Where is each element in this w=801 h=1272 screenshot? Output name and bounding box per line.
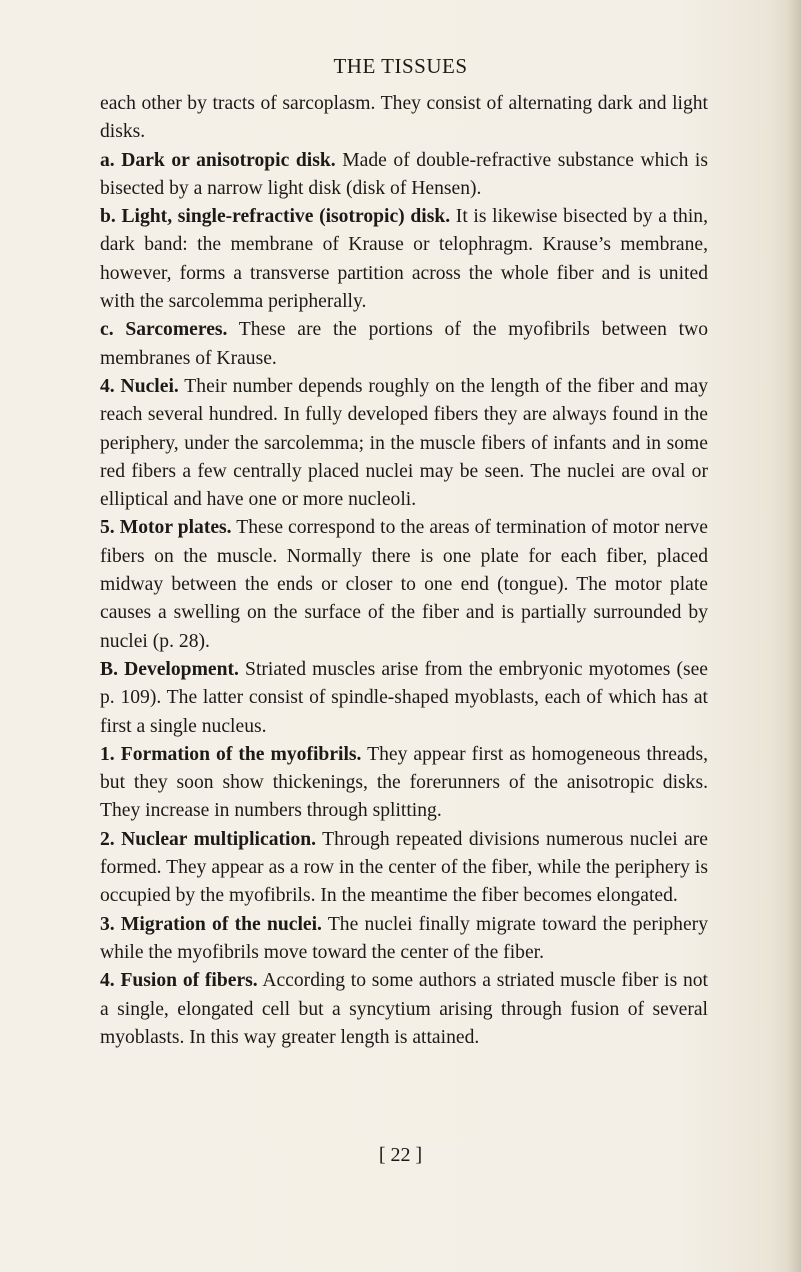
paragraph-text: The nuclei finally migrate toward the periphery while the myofibrils move toward the center of the fiber. — [100, 913, 709, 963]
paragraph-motor-plates — [100, 514, 708, 655]
paragraph-text: It is likewise bisected by a thin, dark band: the membrane of Krause or telophragm. Krause’s membrane, however, forms a transverse partition across the whole fiber and is united with the sarcolemma peripherally. — [100, 206, 708, 313]
paragraph-sarcomeres — [100, 316, 708, 373]
paragraph-nuclei — [100, 373, 708, 514]
page-number: [ 22 ] — [378, 1144, 423, 1166]
paragraph-continuation — [100, 90, 708, 147]
paragraph-development — [100, 656, 708, 741]
paragraph-text: Made of double-refractive substance which is bisected by a narrow light disk (disk of Hensen). — [100, 149, 708, 199]
paragraph-heading: B. Development. — [100, 658, 239, 680]
paragraph-myofibril-formation — [100, 741, 708, 826]
paragraph-text: These are the portions of the myofibrils between two membranes of Krause. — [100, 319, 708, 369]
paragraph-text: According to some authors a striated muscle fiber is not a single, elongated cell but a syncytium arising through fusion of several myoblasts. In this way greater length is attained. — [100, 970, 708, 1048]
paragraph-fiber-fusion — [100, 967, 708, 1052]
paragraph-heading: 2. Nuclear multiplication. — [100, 828, 317, 850]
running-header: THE TISSUES — [333, 54, 468, 78]
page-edge-shadow — [787, 0, 801, 1272]
paragraph-heading: 4. Fusion of fibers. — [100, 970, 258, 992]
paragraph-heading: 4. Nuclei. — [100, 375, 179, 397]
paragraph-heading: b. Light, single-refractive (isotropic) disk. — [100, 206, 451, 228]
paragraph-nuclear-multiplication — [100, 826, 708, 911]
paragraph-text: Striated muscles arise from the embryonic myotomes (see p. 109). The latter consist of spindle-shaped myoblasts, each of which has at first a single nucleus. — [100, 658, 708, 737]
body-text — [100, 90, 708, 1052]
paragraph-heading: 3. Migration of the nuclei. — [100, 913, 322, 935]
paragraph-text: They appear first as homogeneous threads, but they soon show thickenings, the forerunners of the anisotropic disks. They increase in numbers through splitting. — [100, 743, 708, 822]
paragraph-text: Their number depends roughly on the length of the fiber and may reach several hundred. In fully developed fibers they are always found in the periphery, under the sarcolemma; in the muscle fibers of infants and in some red fibers a few centrally placed nuclei may be seen. The nuclei are oval or elliptical and have one or more nucleoli. — [100, 375, 708, 511]
paragraph-text: each other by tracts of sarcoplasm. They consist of alternating dark and light disks. — [100, 93, 708, 143]
paragraph-light-disk — [100, 203, 708, 316]
paragraph-text: Through repeated divisions numerous nuclei are formed. They appear as a row in the center of the fiber, while the periphery is occupied by the myofibrils. In the meantime the fiber becomes elongated. — [100, 828, 708, 907]
paragraph-heading: 5. Motor plates. — [100, 517, 232, 539]
paragraph-heading: c. Sarcomeres. — [100, 319, 228, 341]
paragraph-text: These correspond to the areas of termination of motor nerve fibers on the muscle. Normally there is one plate for each fiber, placed midway between the ends or closer to one end (tongue). The motor plate causes a swelling on the surface of the fiber and is partially surrounded by nuclei (p. 28). — [100, 517, 708, 652]
paragraph-dark-disk — [100, 147, 708, 204]
paragraph-heading: a. Dark or anisotropic disk. — [100, 149, 336, 171]
paragraph-heading: 1. Formation of the myofibrils. — [100, 743, 362, 765]
paragraph-nuclei-migration — [100, 911, 708, 968]
